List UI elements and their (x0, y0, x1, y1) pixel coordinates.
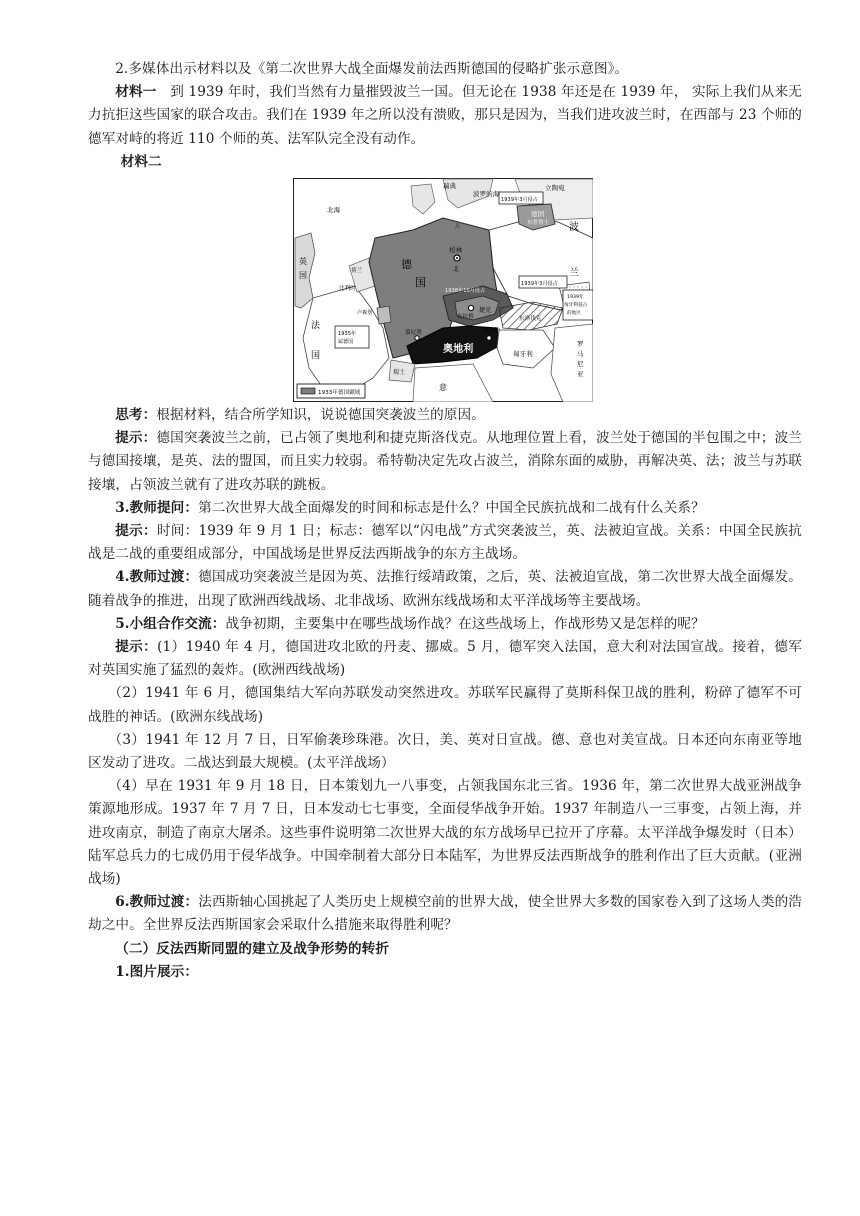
map-label-prague: 布拉格 (457, 314, 474, 321)
section-5-point-3: （3）1941 年 12 月 7 日，日军偷袭珍珠港。次日，美、英对日宣战。德、意也对美宣战。日本还向东南亚等地区发动了进攻。二战达到最大规模。(太平洋战场） (88, 731, 802, 772)
map-label-munich: 慕尼黑 (405, 330, 422, 337)
section-6-text: 法西斯轴心国挑起了人类历史上规模空前的世界大战，使全世界大多数的国家卷入到了这场人类的浩劫之中。全世界反法西斯国家会采取什么措施来取得胜利呢？ (88, 894, 802, 934)
map-label-romania-3: 尼 (577, 360, 584, 369)
section-5-point-2: （2）1941 年 6 月，德国集结大军向苏联发动突然进攻。苏联军民赢得了莫斯科保卫战的胜利，粉碎了德军不可战胜的神话。(欧洲东线战场) (88, 685, 802, 725)
map-label-slovakia: 东洛伐克 (519, 316, 542, 323)
section-5-paragraph (88, 613, 802, 636)
section-5-label: 5.小组合作交流： (115, 615, 226, 632)
map-label-romania-2: 马 (577, 350, 584, 359)
section-4-text: 德国成功突袭波兰是因为英、法推行绥靖政策，之后，英、法被迫宣战，第二次世界大战全面爆发。随着战争的推进，出现了欧洲西线战场、北非战场、欧洲东线战场和太平洋战场等主要战场。 (88, 569, 802, 609)
think-paragraph (88, 404, 802, 427)
material-2-label: 材料二 (120, 153, 162, 170)
vienna-marker (487, 336, 491, 340)
section-5-text: 战争初期，主要集中在哪些战场作战？在这些战场上，作战形势又是怎样的呢？ (225, 615, 705, 632)
map-label-switzerland: 瑞士 (393, 369, 406, 377)
section-4-paragraph (88, 566, 802, 612)
map-label-hungary-control-1: 1939年 (567, 295, 584, 301)
map-label-march1939: 1939年3月侵占 (521, 281, 558, 288)
material-1-paragraph (88, 81, 802, 151)
map-label-hungary: 匈牙利 (513, 350, 533, 359)
map-label-north-sea: 北海 (327, 206, 341, 215)
section-3-text: 第二次世界大战全面爆发的时间和标志是什么？中国全民族抗战和二战有什么关系？ (198, 499, 705, 516)
section-5-hint-1 (88, 636, 802, 682)
material-1-label: 材料一 (115, 84, 157, 101)
part-2-item-1: 1.图片展示： (115, 963, 199, 980)
section-6-paragraph (88, 891, 802, 937)
map-label-small-1: 吕 (455, 224, 461, 231)
section-6-label: 6.教师过渡： (115, 894, 199, 911)
section-2-heading: 2.多媒体出示材料以及《第二次世界大战全面爆发前法西斯德国的侵略扩张示意图》。 (115, 61, 629, 77)
munich-marker (415, 336, 419, 340)
map-label-luxembourg: 卢森堡 (357, 310, 373, 317)
section-3-paragraph (88, 497, 802, 520)
map-label-poland-2: 兰 (569, 268, 580, 280)
map-label-small-2: 北 (453, 266, 460, 274)
map-label-austria: 奥地利 (443, 344, 474, 356)
prague-marker (468, 305, 473, 310)
map-label-netherlands: 荷兰 (351, 268, 363, 275)
map-label-lithuania: 立陶宛 (545, 184, 565, 193)
material-1-text: 到 1939 年时，我们当然有力量摧毁波兰一国。但无论在 1938 年还是在 1939 年， 实际上我们从来无力抗拒这些国家的联合攻击。我们在 1939 年之所以没有溃败，那只是因为，当我们进攻波兰时，在西部与 23 个师的德军对峙的将近 110 个师的英、法军队完全没有动作。 (88, 84, 802, 147)
map-label-saar-1: 1935年 (338, 331, 357, 338)
map-label-sweden: 瑞典 (443, 182, 457, 191)
map-label-saar-2: 属德国 (338, 339, 354, 346)
legend-swatch (301, 388, 315, 394)
hint-text-1: 德国突袭波兰之前，已占领了奥地利和捷克斯洛伐克。从地理位置上看，波兰处于德国的半包围之中；波兰与德国接壤，是英、法的盟国，而且实力较弱。希特勒决定先攻占波兰，消除东面的威胁，再解决英、法；波兰与苏联接壤，占领波兰就有了进攻苏联的跳板。 (88, 430, 802, 493)
map-label-italy: 意 (439, 383, 448, 393)
part-2-heading: （二）反法西斯同盟的建立及战争形势的转折 (115, 940, 390, 957)
saar-shape (377, 306, 391, 324)
map-label-romania-1: 罗 (577, 340, 584, 349)
map-label-sudeten: 1938年10月侵占 (445, 288, 486, 295)
hint-label-2: 提示： (115, 523, 157, 540)
map-label-poland-1: 波 (569, 222, 580, 234)
map-label-uk-1: 英 (299, 257, 308, 267)
map-svg (293, 178, 593, 402)
hint-label-1: 提示： (115, 430, 157, 447)
section-4-label: 4.教师过渡： (115, 569, 199, 586)
map-label-uk-2: 国 (299, 271, 308, 281)
map-label-hungary-control-3: 的地区 (567, 311, 582, 317)
expansion-map (293, 178, 593, 402)
section-5-point-4: （4）早在 1931 年 9 月 18 日，日本策划九一八事变，占领我国东北三省。1936 年，第二次世界大战亚洲战争策源地形成。1937 年 7 月 7 日，日本发动七七事变，全面侵华战争开始。1937 年制造八一三事变，占领上海，并进攻南京，制造了南京大屠杀。这些事件说明第二次世界大战的东方战场早已拉开了序幕。太平洋战争爆发时（日本）陆军总兵力的七成仍用于侵华战争。中国牵制着大部分日本陆军，为世界反法西斯战争的胜利作出了巨大贡献。(亚洲战场) (88, 778, 802, 888)
hint-paragraph-1 (88, 427, 802, 497)
north-sea-area (294, 179, 404, 239)
map-label-east-prussia-2: 东普鲁士 (527, 220, 550, 227)
think-label: 思考： (115, 407, 157, 424)
map-label-france-2: 国 (311, 351, 321, 362)
think-text: 根据材料，结合所学知识，说说德国突袭波兰的原因。 (156, 407, 485, 424)
map-label-germany-1: 德 (401, 258, 413, 272)
berlin-center (456, 257, 458, 259)
map-label-belgium: 比利时 (339, 286, 356, 293)
section-5-point-1: (1）1940 年 4 月，德国进攻北欧的丹麦、挪威。5 月，德军突入法国，意大利对法国宣战。接着，德军对英国实施了猛烈的轰炸。(欧洲西线战场) (88, 639, 802, 679)
map-label-france-1: 法 (311, 321, 321, 332)
hint-text-2: 时间：1939 年 9 月 1 日；标志：德军以“闪电战”方式突袭波兰，英、法被迫宣战。关系：中国全民族抗战是二战的重要组成部分，中国战场是世界反法西斯战争的东方主战场。 (88, 523, 802, 563)
hint-label-3: 提示： (115, 639, 158, 656)
map-label-berlin: 柏林 (449, 246, 463, 255)
map-label-east-prussia-1: 德国 (531, 210, 545, 219)
map-label-hungary-control-2: 匈牙利侵占 (564, 303, 588, 309)
hint-paragraph-2 (88, 520, 802, 566)
map-label-memel: 1939年3月侵占 (501, 197, 538, 204)
map-label-germany-2: 国 (415, 276, 427, 290)
map-label-czech: 捷克 (479, 307, 492, 315)
map-label-legend: 1933年德国疆域 (318, 390, 361, 397)
map-label-baltic: 波罗的海 (473, 190, 500, 199)
map-label-romania-4: 亚 (577, 370, 584, 379)
document-body (88, 58, 802, 984)
section-3-label: 3.教师提问： (115, 499, 199, 516)
map-label-vienna: 维也纳 (483, 328, 500, 335)
